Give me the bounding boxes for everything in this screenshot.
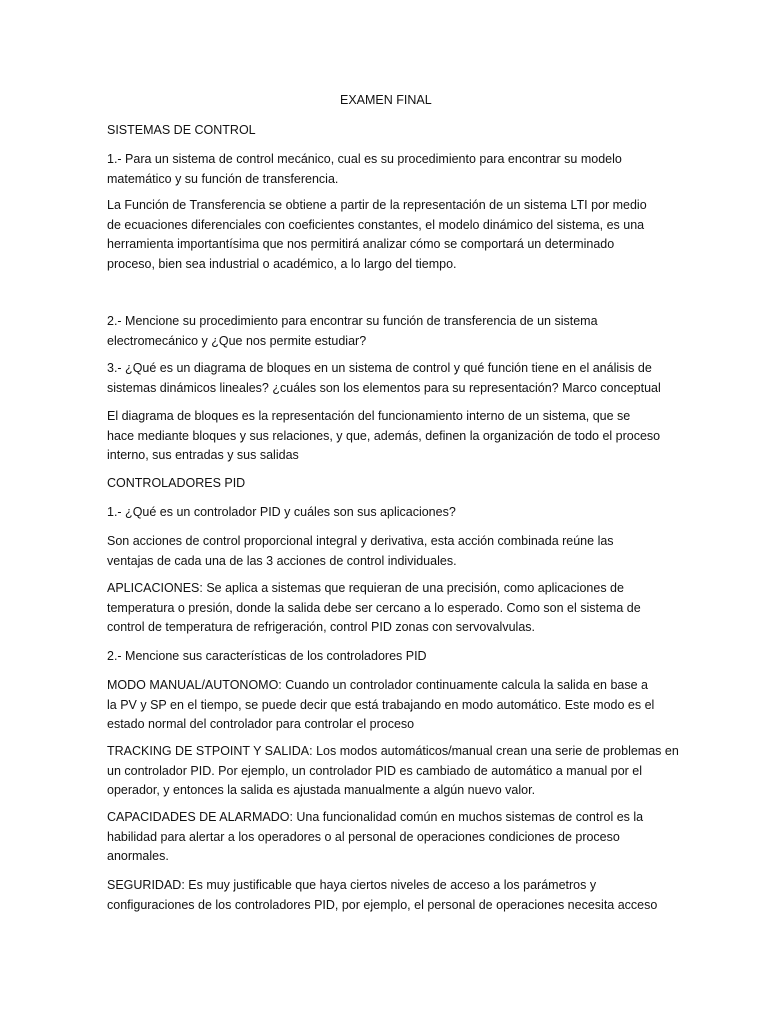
question-3-diagrama-bloques — [107, 359, 667, 398]
answer-modo-manual — [107, 676, 667, 735]
text-line: ventajas de cada una de las 3 acciones de control individuales. — [107, 553, 457, 568]
text-line: CONTROLADORES PID — [107, 476, 246, 490]
text-line: MODO MANUAL/AUTONOMO: Cuando un controlador continuamente calcula la salida en base a — [107, 678, 648, 692]
text-line: Son acciones de control proporcional integral y derivativa, esta acción combinada reúne las — [107, 534, 614, 548]
text-line: 2.- Mencione su procedimiento para encontrar su función de transferencia de un sistema — [107, 314, 598, 328]
text-line: operador, y entonces la salida es ajustada manualmente a algún nuevo valor. — [107, 783, 536, 798]
text-line: La Función de Transferencia se obtiene a partir de la representación de un sistema LTI por medio — [107, 198, 647, 212]
text-line: interno, sus entradas y sus salidas — [107, 448, 299, 463]
text-line: sistemas dinámicos lineales? ¿cuáles son los elementos para su representación? Marco conceptual — [107, 380, 661, 395]
text-line: control de temperatura de refrigeración, control PID zonas con servovalvulas. — [107, 620, 535, 635]
text-line: temperatura o presión, donde la salida debe ser cercano a lo esperado. Como son el sistema de — [107, 600, 641, 615]
text-line: 1.- Para un sistema de control mecánico, cual es su procedimiento para encontrar su modelo — [107, 152, 622, 166]
answer-pid-aplicaciones — [107, 579, 667, 638]
answer-1-funcion-transferencia — [107, 196, 667, 274]
text-line: TRACKING DE STPOINT Y SALIDA: Los modos automáticos/manual crean una serie de problemas en — [107, 744, 679, 758]
text-line: SISTEMAS DE CONTROL — [107, 123, 256, 137]
text-line: hace mediante bloques y sus relaciones, y que, además, definen la organización de todo el proceso — [107, 428, 661, 443]
text-line: la PV y SP en el tiempo, se puede decir que está trabajando en modo automático. Este modo es el — [107, 697, 655, 712]
text-line: herramienta importantísima que nos permitirá analizar cómo se comportará un determinado — [107, 237, 615, 252]
text-line: El diagrama de bloques es la representación del funcionamiento interno de un sistema, que se — [107, 409, 631, 423]
text-line: habilidad para alertar a los operadores o al personal de operaciones condiciones de proceso — [107, 829, 620, 844]
text-line: matemático y su función de transferencia. — [107, 171, 339, 186]
text-line: anormales. — [107, 849, 169, 864]
text-line: 3.- ¿Qué es un diagrama de bloques en un sistema de control y qué función tiene en el análisis de — [107, 361, 652, 375]
answer-pid-1 — [107, 532, 667, 571]
text-line: SEGURIDAD: Es muy justificable que haya ciertos niveles de acceso a los parámetros y — [107, 878, 597, 892]
answer-tracking — [107, 742, 679, 801]
section-heading-sistemas — [107, 121, 667, 141]
answer-alarmado — [107, 808, 667, 867]
text-line: electromecánico y ¿Que nos permite estudiar? — [107, 333, 367, 348]
text-line: de ecuaciones diferenciales con coeficientes constantes, el modelo dinámico del sistema, es una — [107, 217, 645, 232]
answer-seguridad — [107, 876, 667, 915]
text-line: un controlador PID. Por ejemplo, un controlador PID es cambiado de automático a manual por el — [107, 763, 643, 778]
text-line: 2.- Mencione sus características de los controladores PID — [107, 649, 427, 663]
text-line: CAPACIDADES DE ALARMADO: Una funcionalidad común en muchos sistemas de control es la — [107, 810, 644, 824]
question-2-electromecanico — [107, 312, 667, 351]
text-line: proceso, bien sea industrial o académico, a lo largo del tiempo. — [107, 256, 457, 271]
question-1-mecanico — [107, 150, 667, 189]
question-pid-2 — [107, 647, 667, 667]
section-heading-pid — [107, 474, 667, 494]
answer-3-diagrama-bloques — [107, 407, 667, 466]
text-line: 1.- ¿Qué es un controlador PID y cuáles son sus aplicaciones? — [107, 505, 456, 519]
text-line: APLICACIONES: Se aplica a sistemas que requieran de una precisión, como aplicaciones de — [107, 581, 624, 595]
text-line: estado normal del controlador para controlar el proceso — [107, 717, 415, 732]
document-title: EXAMEN FINAL — [340, 93, 432, 107]
question-pid-1 — [107, 503, 667, 523]
text-line: configuraciones de los controladores PID, por ejemplo, el personal de operaciones necesita acceso — [107, 897, 658, 912]
